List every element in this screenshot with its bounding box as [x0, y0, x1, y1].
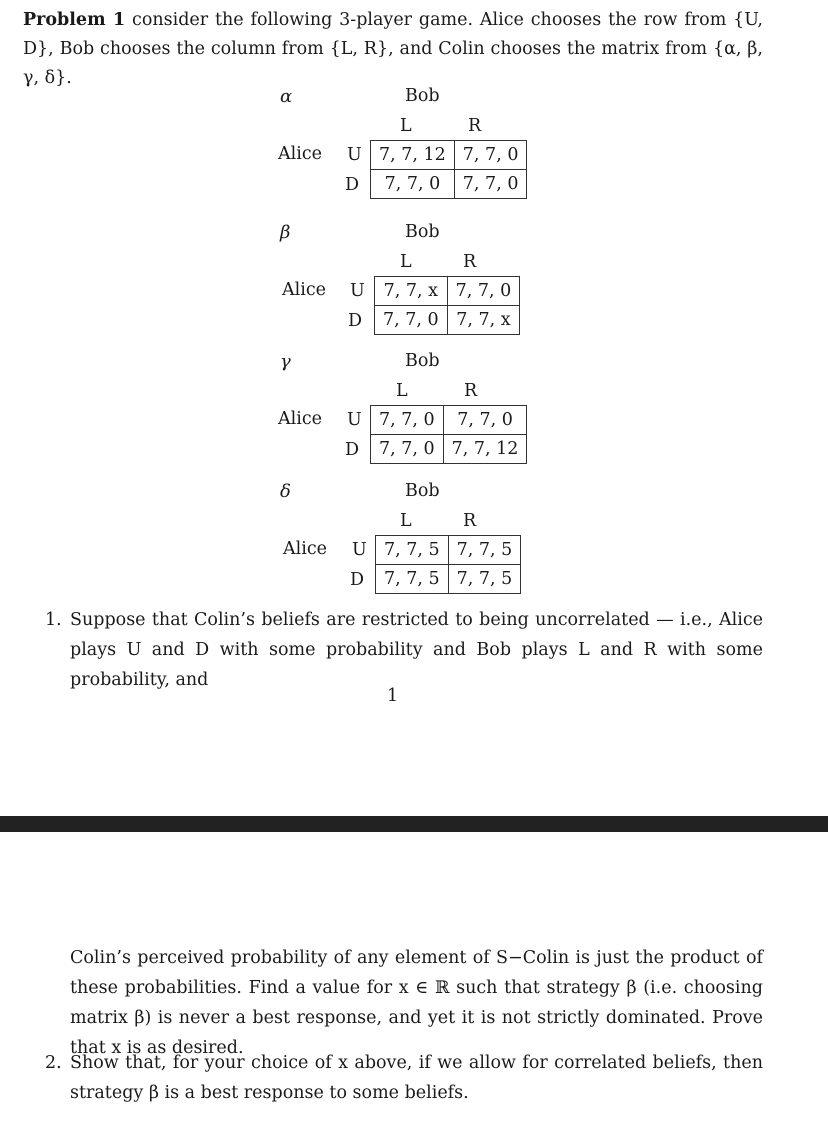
column-label-r: R	[463, 252, 477, 272]
table-row	[371, 435, 527, 464]
row-label-u: U	[352, 540, 367, 560]
problem-statement	[23, 6, 763, 93]
payoff-cell: 7, 7, 0	[443, 406, 527, 435]
payoff-cell: 7, 7, x	[447, 306, 520, 335]
list-item-1	[45, 605, 763, 695]
payoff-cell: 7, 7, 5	[376, 536, 449, 565]
payoff-cell: 7, 7, x	[375, 277, 448, 306]
table-row	[371, 170, 527, 199]
row-player-label: Alice	[283, 539, 327, 559]
payoff-table	[374, 276, 520, 335]
table-row	[376, 565, 521, 594]
payoff-cell: 7, 7, 12	[443, 435, 527, 464]
row-label-u: U	[347, 410, 362, 430]
game-alpha	[270, 86, 520, 206]
row-label-u: U	[347, 145, 362, 165]
row-label-d: D	[345, 440, 360, 460]
table-row	[371, 141, 527, 170]
payoff-cell: 7, 7, 0	[371, 170, 455, 199]
problem-intro: consider the following 3-player game. Alice chooses the row from {U, D}, Bob chooses the column from {L, R}, and Colin chooses the matrix from {α, β, γ, δ}.	[23, 10, 763, 88]
column-player-label: Bob	[405, 222, 440, 242]
problem-title: Problem 1	[23, 10, 126, 30]
page-number: 1	[387, 686, 399, 706]
column-player-label: Bob	[405, 351, 440, 371]
column-label-r: R	[468, 116, 482, 136]
column-player-label: Bob	[405, 86, 440, 106]
game-delta	[270, 481, 520, 601]
list-number: 1.	[45, 610, 62, 630]
continuation-text: Colin’s perceived probability of any element of S−Colin is just the product of these probabilities. Find a value for x ∈ ℝ such that strategy β (i.e. choosing matrix β) is never a best response, and yet it is not strictly dominated. Prove that x is as desired.	[70, 948, 763, 1058]
row-label-d: D	[348, 311, 363, 331]
payoff-cell: 7, 7, 0	[454, 141, 527, 170]
payoff-table	[370, 140, 527, 199]
column-label-l: L	[400, 252, 412, 272]
payoff-table	[375, 535, 521, 594]
list-text: Show that, for your choice of x above, if we allow for correlated beliefs, then strategy β is a best response to some beliefs.	[70, 1053, 763, 1103]
column-label-r: R	[463, 511, 477, 531]
payoff-cell: 7, 7, 0	[371, 435, 444, 464]
column-label-r: R	[464, 381, 478, 401]
table-row	[375, 277, 520, 306]
payoff-cell: 7, 7, 12	[371, 141, 455, 170]
list-text: Suppose that Colin’s beliefs are restricted to being uncorrelated — i.e., Alice plays U and D with some probability and Bob plays L and R with some probability, and	[70, 610, 763, 690]
matrix-label: δ	[280, 481, 291, 502]
column-label-l: L	[396, 381, 408, 401]
matrix-label: γ	[280, 351, 291, 372]
column-label-l: L	[400, 116, 412, 136]
payoff-cell: 7, 7, 5	[376, 565, 449, 594]
payoff-cell: 7, 7, 0	[375, 306, 448, 335]
list-item-2	[45, 1048, 763, 1108]
game-beta	[270, 222, 520, 342]
matrix-label: β	[280, 222, 291, 243]
page-divider	[0, 816, 828, 832]
game-gamma	[270, 351, 520, 471]
payoff-table	[370, 405, 527, 464]
table-row	[371, 406, 527, 435]
payoff-cell: 7, 7, 0	[371, 406, 444, 435]
row-player-label: Alice	[282, 280, 326, 300]
table-row	[375, 306, 520, 335]
payoff-cell: 7, 7, 0	[454, 170, 527, 199]
payoff-cell: 7, 7, 0	[447, 277, 520, 306]
list-number: 2.	[45, 1053, 62, 1073]
column-label-l: L	[400, 511, 412, 531]
matrix-label: α	[280, 86, 293, 107]
row-player-label: Alice	[278, 409, 322, 429]
row-label-d: D	[350, 570, 365, 590]
table-row	[376, 536, 521, 565]
row-player-label: Alice	[278, 144, 322, 164]
payoff-cell: 7, 7, 5	[448, 536, 521, 565]
column-player-label: Bob	[405, 481, 440, 501]
payoff-cell: 7, 7, 5	[448, 565, 521, 594]
row-label-u: U	[350, 281, 365, 301]
row-label-d: D	[345, 175, 360, 195]
